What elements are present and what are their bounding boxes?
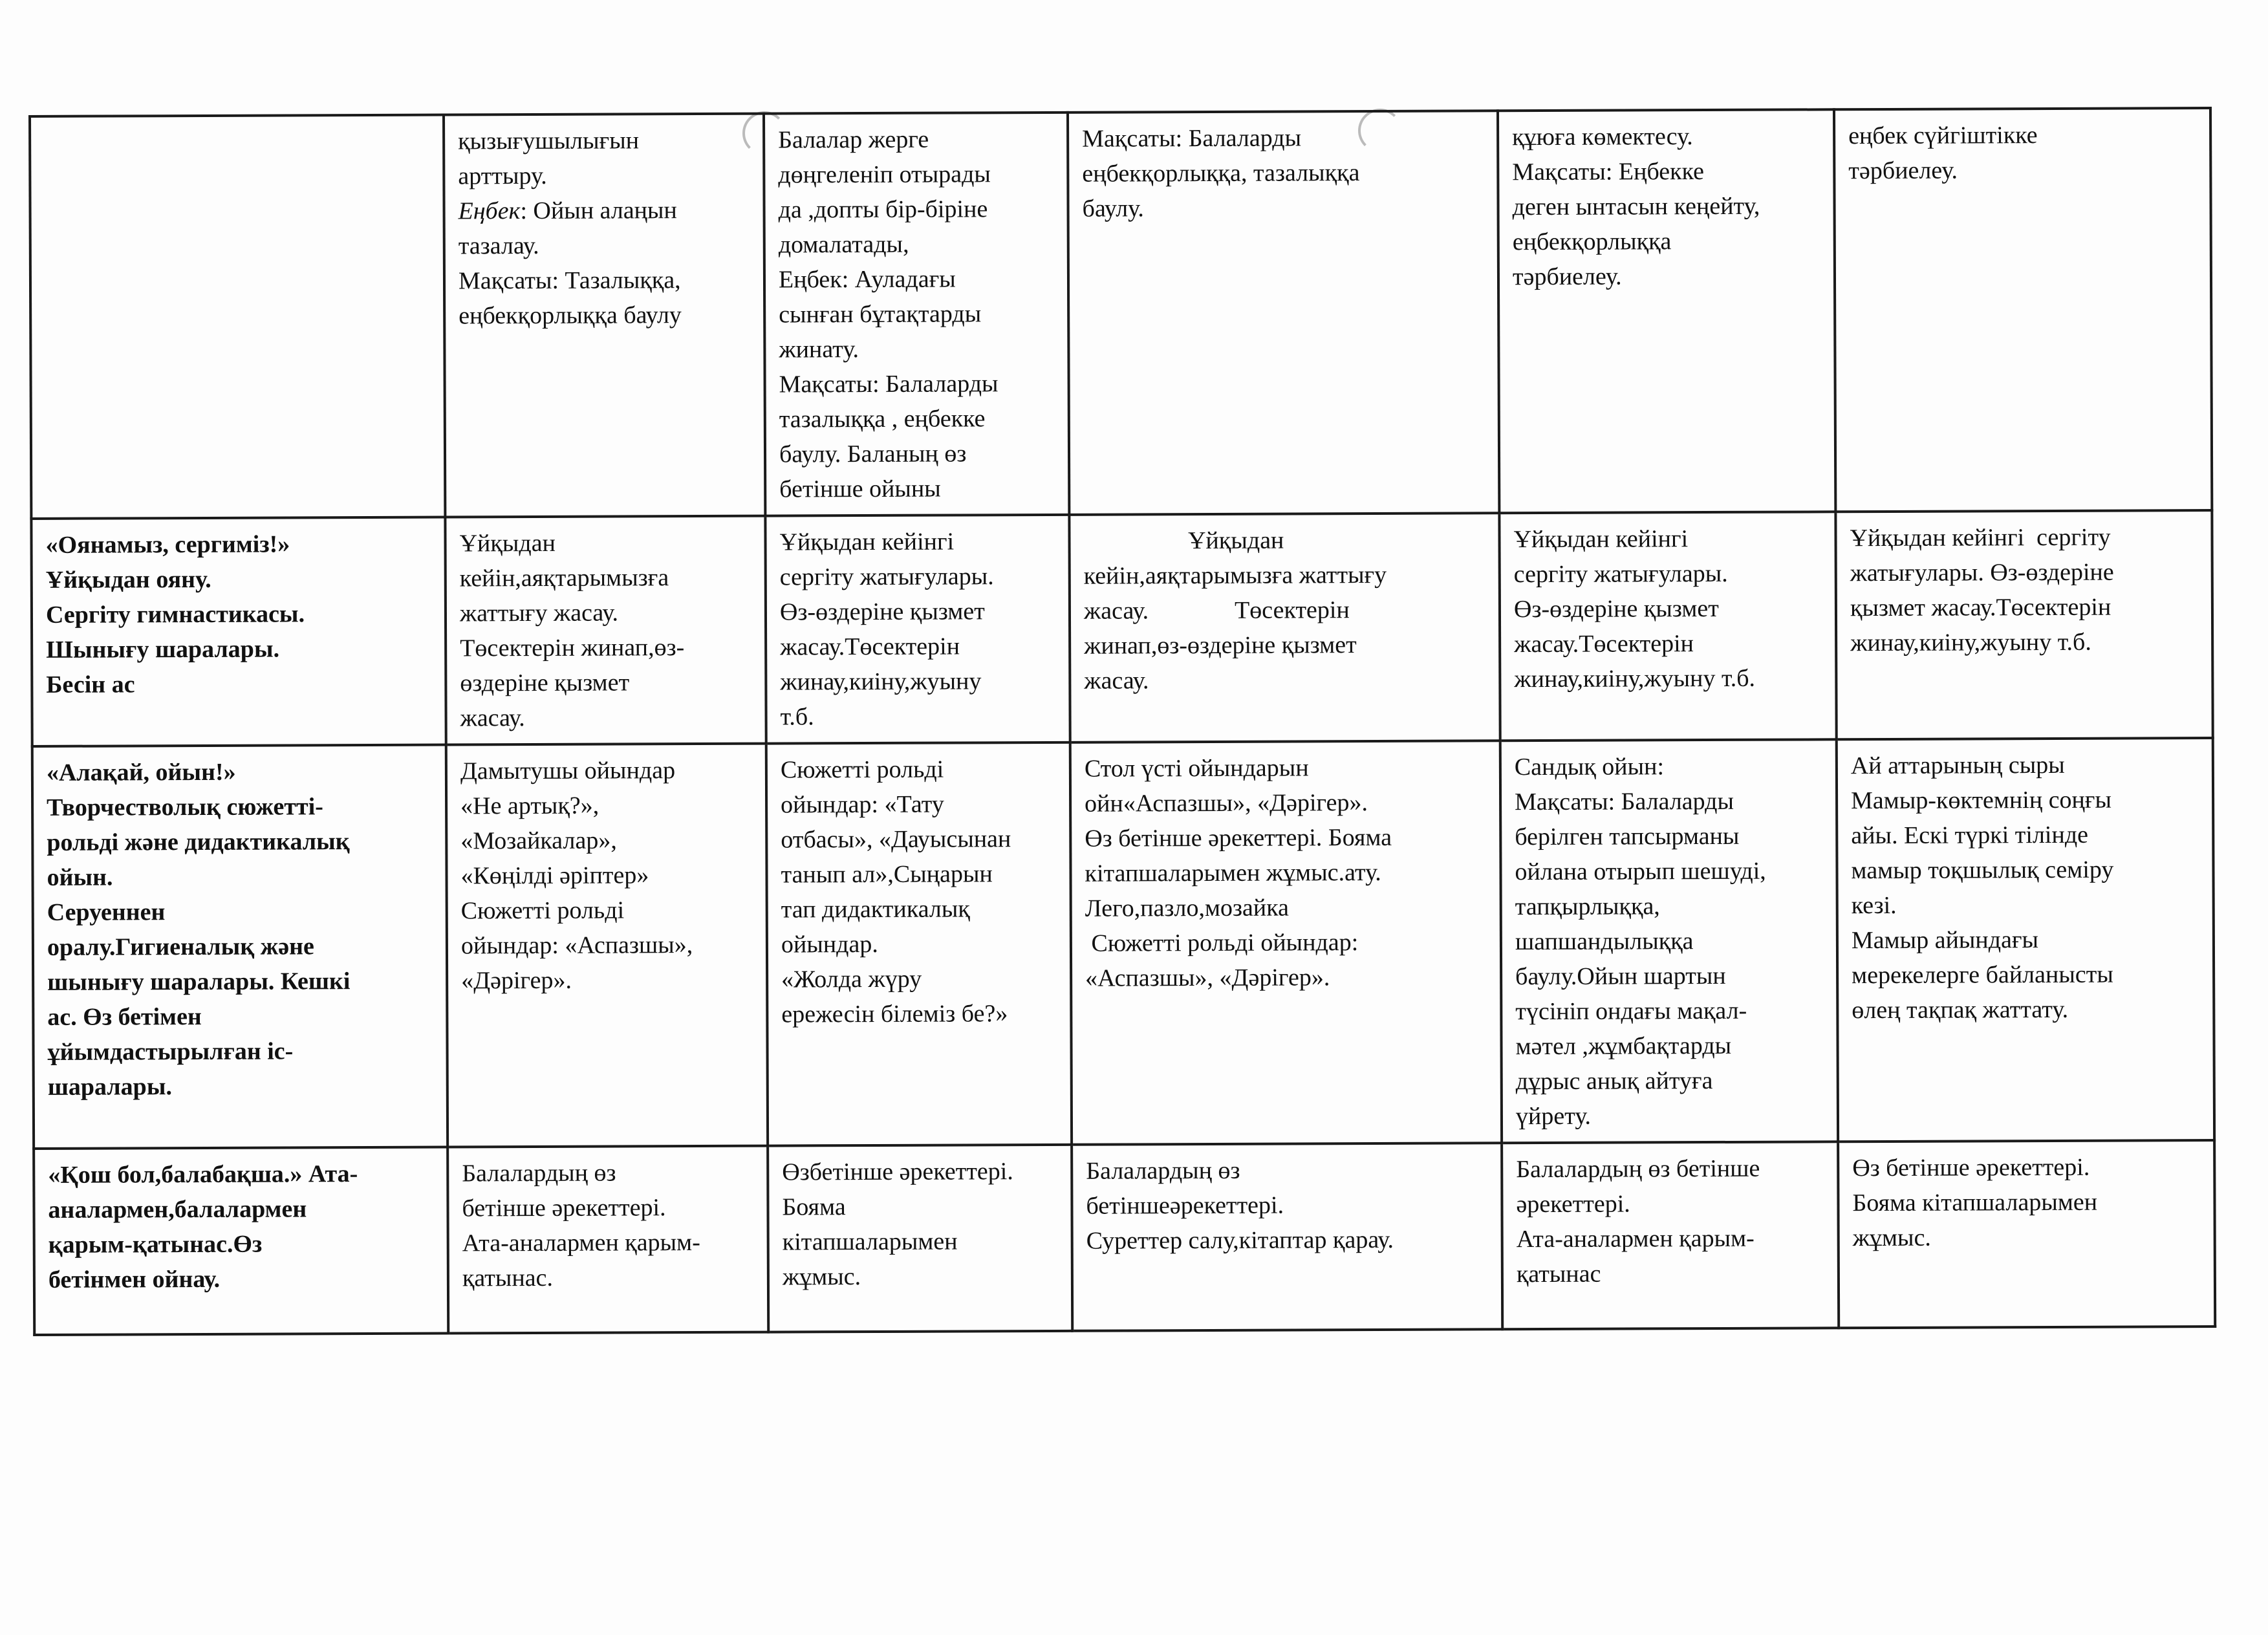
cell-text-line: өлең тақпақ жаттату. <box>1852 995 2069 1024</box>
cell-text-line: мамыр тоқшылық семіру <box>1851 856 2114 885</box>
cell-text-line: Ұйқыдан кейінгі <box>1513 525 1689 554</box>
cell-text-line: өздеріне қызмет <box>460 669 630 697</box>
table-row <box>34 1140 2215 1335</box>
cell-text-line: жасау.Төсектерін <box>1514 630 1694 658</box>
cell-text-line: Сюжетті рольді ойындар: <box>1085 929 1359 957</box>
cell-text-line: да ,допты бір-біріне <box>778 195 988 224</box>
cell-text-line: баулу. <box>1082 195 1144 222</box>
cell-lines <box>778 122 1055 507</box>
cell-text-line: Сюжетті рольді <box>780 755 944 784</box>
cell-text-line: Ұйқыдан кейінгі <box>779 528 955 556</box>
cell-text-line: қарым-қатынас.Өз <box>48 1230 263 1259</box>
cell-text-line: ойындар. <box>781 930 878 958</box>
table-row <box>30 108 2212 519</box>
activity-cell <box>1499 512 1836 741</box>
cell-text-line: Лего,пазло,мозайка <box>1085 894 1290 922</box>
activity-cell <box>1835 510 2212 739</box>
cell-text-line: жасау.Төсектерін <box>780 633 960 661</box>
regime-cell <box>30 115 445 519</box>
cell-text-line: Мақсаты: Балаларды <box>1082 124 1302 153</box>
cell-text-line: үйрету. <box>1515 1102 1592 1131</box>
cell-text-line: Еңбек: Ауладағы <box>778 265 956 294</box>
cell-text-line: «Алақай, ойын!» <box>46 758 236 786</box>
table-row <box>32 738 2214 1149</box>
activity-cell <box>1500 739 1838 1143</box>
cell-text-line: т.б. <box>780 703 814 731</box>
cell-text-line: шапшандылыққа <box>1515 927 1694 956</box>
activity-cell <box>1498 109 1835 513</box>
cell-text-line: Ұйқыдан ояну. <box>45 565 211 594</box>
regime-cell <box>32 745 448 1149</box>
cell-text-line: ойындар: «Тату <box>781 790 944 819</box>
cell-text-line: мәтел ,жұмбақтарды <box>1515 1032 1732 1061</box>
cell-text-line: шынығу шаралары. Кешкі <box>47 968 351 996</box>
activity-cell <box>1502 1142 1839 1329</box>
cell-text-line: Ұйқыдан кейінгі сергіту <box>1850 523 2111 552</box>
cell-text-line: Ұйқыдан <box>1083 526 1284 555</box>
cell-lines <box>47 754 433 1105</box>
cell-text-line: Өз бетінше әрекеттері. <box>1852 1153 2090 1182</box>
cell-lines <box>1848 117 2196 188</box>
cell-text-line: қызмет жасау.Төсектерін <box>1850 593 2111 622</box>
cell-text-line: «Көңілді әріптер» <box>460 861 649 890</box>
activity-cell <box>1070 741 1502 1145</box>
cell-lines <box>458 123 750 334</box>
regime-cell <box>31 517 446 746</box>
cell-text-line: жинап,өз-өздеріне қызмет <box>1084 631 1357 660</box>
cell-text-line: ас. Өз бетімен <box>47 1002 202 1031</box>
cell-lines <box>1512 118 1820 294</box>
cell-text-line: Ата-аналармен қарым- <box>462 1229 700 1257</box>
regime-cell <box>34 1147 448 1335</box>
cell-text-line: Төсектерін жинап,өз- <box>460 634 685 662</box>
cell-text-line: Балалар жерге <box>778 125 929 154</box>
cell-text-line: жинау,киіну,жуыну т.б. <box>1850 628 2091 657</box>
cell-lines <box>44 124 429 125</box>
cell-text-line: Дамытушы ойындар <box>460 757 676 785</box>
activity-cell <box>768 1145 1072 1332</box>
cell-text-line: «Мозайкалар», <box>460 827 617 855</box>
activity-cell <box>1069 513 1500 742</box>
cell-text-line: бетінмен ойнау. <box>48 1265 221 1294</box>
activity-cell <box>1072 1143 1502 1331</box>
cell-text-line: тәрбиелеу. <box>1848 157 1958 185</box>
cell-text-line: Өзбетінше әрекеттері. <box>782 1158 1013 1186</box>
cell-text-line: Балалардың өз <box>462 1159 616 1187</box>
cell-lines <box>1516 1151 1824 1292</box>
cell-lines <box>1515 748 1824 1134</box>
cell-text-line: кезі. <box>1851 891 1897 920</box>
cell-text-line: домалатады, <box>778 230 909 259</box>
cell-text-line: Сюжетті рольді <box>460 896 625 925</box>
cell-text-line: ойындар: «Аспазшы», <box>460 931 693 960</box>
cell-text-line: Бояма кітапшаларымен <box>1852 1188 2098 1217</box>
cell-text-line: баулу. Баланың өз <box>779 440 967 468</box>
cell-text-line: Стол үсті ойындарын <box>1084 754 1309 783</box>
cell-lines <box>1086 1152 1488 1258</box>
cell-text-line: жұмыс. <box>782 1263 861 1291</box>
cell-lines <box>460 753 753 999</box>
cell-text-line: жасау. <box>460 704 525 732</box>
cell-text-line: қызығушылығын <box>458 127 640 155</box>
cell-text-line: жинау,киіну,жуыну т.б. <box>1514 664 1756 693</box>
cell-text-line: дөңгеленіп отырады <box>778 160 991 189</box>
cell-text-line: құюға көмектесу. <box>1512 123 1693 151</box>
cell-text-line: «Не артық?», <box>460 792 599 820</box>
cell-text-line: Мамыр айындағы <box>1851 926 2039 955</box>
cell-text-line: бетіншеәрекеттері. <box>1086 1191 1284 1220</box>
activity-cell <box>766 742 1072 1146</box>
cell-lines <box>1082 120 1484 226</box>
cell-text-line: Шынығу шаралары. <box>46 635 280 664</box>
activity-cell <box>1837 738 2214 1142</box>
activity-cell <box>765 515 1070 744</box>
activity-cell <box>1834 108 2212 512</box>
activity-cell <box>1838 1140 2215 1328</box>
cell-text-line: баулу.Ойын шартын <box>1515 962 1726 991</box>
cell-text-line: Өз-өздеріне қызмет <box>779 598 985 626</box>
cell-text-line: Мақсаты: Балаларды <box>779 370 999 398</box>
cell-lines <box>1850 519 2198 660</box>
labor-label: Еңбек <box>458 197 521 225</box>
cell-text-line: ережесін білеміз бе?» <box>781 1000 1008 1028</box>
cell-text-line: Балалардың өз бетінше <box>1516 1154 1760 1184</box>
activity-cell <box>446 744 768 1147</box>
cell-text-line: бетінше әрекеттері. <box>462 1194 666 1222</box>
cell-text-line: сергіту жатығулары. <box>779 563 994 591</box>
cell-text-line: «Оянамыз, сергиміз!» <box>45 530 290 559</box>
cell-text-line: қатынас <box>1516 1260 1601 1288</box>
cell-text-line: сергіту жатығулары. <box>1513 559 1728 589</box>
cell-text-line: Мақсаты: Тазалыққа, <box>458 266 681 295</box>
cell-text-line: жасау. Төсектерін <box>1083 596 1350 625</box>
cell-text-line: Өз-өздеріне қызмет <box>1513 594 1719 623</box>
activity-cell <box>448 1146 768 1334</box>
cell-text-line: жұмыс. <box>1852 1224 1931 1252</box>
cell-text-line: «Аспазшы», «Дәрігер». <box>1085 964 1330 992</box>
table-row <box>31 510 2212 746</box>
cell-text-line: арттыру. <box>458 162 547 190</box>
cell-text-line: тапқырлыққа, <box>1515 893 1660 921</box>
cell-text-line: деген ынтасын кеңейту, <box>1512 192 1760 221</box>
cell-text-line: еңбекқорлыққа <box>1512 228 1672 256</box>
cell-lines <box>1851 747 2200 1028</box>
cell-text-line: кейін,аяқтарымызға жаттығу <box>1083 561 1387 590</box>
cell-text-line: еңбекқорлыққа баулу <box>459 301 682 330</box>
cell-text-line: дұрыс анық айтуға <box>1515 1067 1713 1096</box>
cell-lines <box>459 525 751 736</box>
cell-text-line: Мамыр-көктемнің соңғы <box>1851 786 2112 815</box>
cell-text-line: кітапшаларымен <box>782 1228 958 1256</box>
cell-text-line: «Дәрігер». <box>461 966 572 995</box>
cell-text-line: бетінше ойыны <box>779 475 941 503</box>
cell-text-line: Творчестволық сюжетті- <box>47 793 323 821</box>
activity-cell <box>1068 111 1499 515</box>
cell-text-line: тап дидактикалық <box>781 895 970 924</box>
cell-text-line: жаттығу жасау. <box>459 599 619 627</box>
cell-text-line: Мақсаты: Балаларды <box>1515 787 1734 816</box>
cell-text-line: Сергіту гимнастикасы. <box>45 600 305 629</box>
cell-text-line: Сандық ойын: <box>1514 753 1665 781</box>
cell-text-line: шаралары. <box>47 1073 173 1101</box>
cell-text-line: Ата-аналармен қарым- <box>1516 1224 1755 1253</box>
cell-text-line: берілген тапсырманы <box>1515 822 1740 851</box>
cell-text-line: оралу.Гигиеналық және <box>47 933 314 961</box>
cell-text-line: Өз бетінше әрекеттері. Бояма <box>1085 823 1392 852</box>
cell-text-line: Бояма <box>782 1193 846 1221</box>
daily-plan-table <box>28 107 2216 1336</box>
cell-text-line: мерекелерге байланысты <box>1852 960 2113 990</box>
cell-lines <box>1083 522 1485 698</box>
cell-lines <box>782 1154 1058 1295</box>
cell-text-line: Ай аттарының сыры <box>1850 751 2065 780</box>
cell-lines <box>1085 750 1487 995</box>
cell-text-line: «Қош бол,балабақша.» Ата- <box>48 1160 358 1189</box>
cell-text-line: ойын. <box>47 863 113 891</box>
activity-cell <box>445 516 766 745</box>
activity-cell <box>444 114 765 517</box>
cell-text-line: ойлана отырып шешуді, <box>1515 857 1766 886</box>
cell-text-line: сынған бұтақтарды <box>779 300 982 329</box>
cell-text-line: тазалау. <box>458 232 539 260</box>
cell-text-line: жатығулары. Өз-өздеріне <box>1850 558 2114 587</box>
cell-text-line: әрекеттері. <box>1516 1190 1630 1218</box>
cell-lines <box>45 526 431 702</box>
cell-lines <box>779 524 1055 735</box>
cell-text-line: ойн«Аспазшы», «Дәрігер». <box>1085 789 1368 817</box>
activity-cell <box>764 113 1069 516</box>
cell-text-line: кейін,аяқтарымызға <box>459 564 669 592</box>
cell-text-line: айы. Ескі түркі тілінде <box>1851 821 2089 850</box>
cell-text-line: отбасы», «Дауысынан <box>781 825 1011 854</box>
cell-lines <box>1852 1149 2201 1255</box>
cell-lines <box>781 752 1057 1032</box>
cell-text-line: еңбекқорлыққа, тазалыққа <box>1082 159 1360 188</box>
cell-text-line: Серуеннен <box>47 898 166 926</box>
cell-text-line: «Жолда жүру <box>781 965 922 993</box>
cell-text-line: аналармен,балалармен <box>48 1195 307 1224</box>
cell-text-line: жинату. <box>779 336 859 363</box>
cell-text-line: жасау. <box>1084 667 1149 695</box>
cell-text-line: Мақсаты: Еңбекке <box>1512 158 1705 186</box>
cell-text-line: жинау,киіну,жуыну <box>780 667 982 696</box>
cell-text-line: еңбек сүйгіштікке <box>1848 122 2038 150</box>
cell-text-line: Суреттер салу,кітаптар қарау. <box>1086 1226 1394 1255</box>
cell-lines <box>1513 521 1822 697</box>
cell-lines <box>48 1156 434 1297</box>
cell-text-line: Еңбек: Ойын алаңын <box>458 197 677 225</box>
cell-text-line: қатынас. <box>462 1264 554 1292</box>
cell-text-line: рольді және дидактикалық <box>47 828 350 856</box>
cell-text-line: танып ал»,Сыңарын <box>781 860 993 889</box>
cell-text-line: ұйымдастырылған іс- <box>47 1037 294 1066</box>
cell-text-line: тазалыққа , еңбекке <box>779 405 986 433</box>
cell-text-line: тәрбиелеу. <box>1512 263 1622 291</box>
cell-text-line: Ұйқыдан <box>459 529 556 558</box>
cell-text-line: Бесін ас <box>46 671 135 698</box>
cell-text-line: Балалардың өз <box>1086 1156 1240 1185</box>
cell-lines <box>462 1155 754 1296</box>
cell-text-line: түсініп ондағы мақал- <box>1515 997 1747 1026</box>
cell-text-line: кітапшаларымен жұмыс.ату. <box>1085 858 1381 887</box>
